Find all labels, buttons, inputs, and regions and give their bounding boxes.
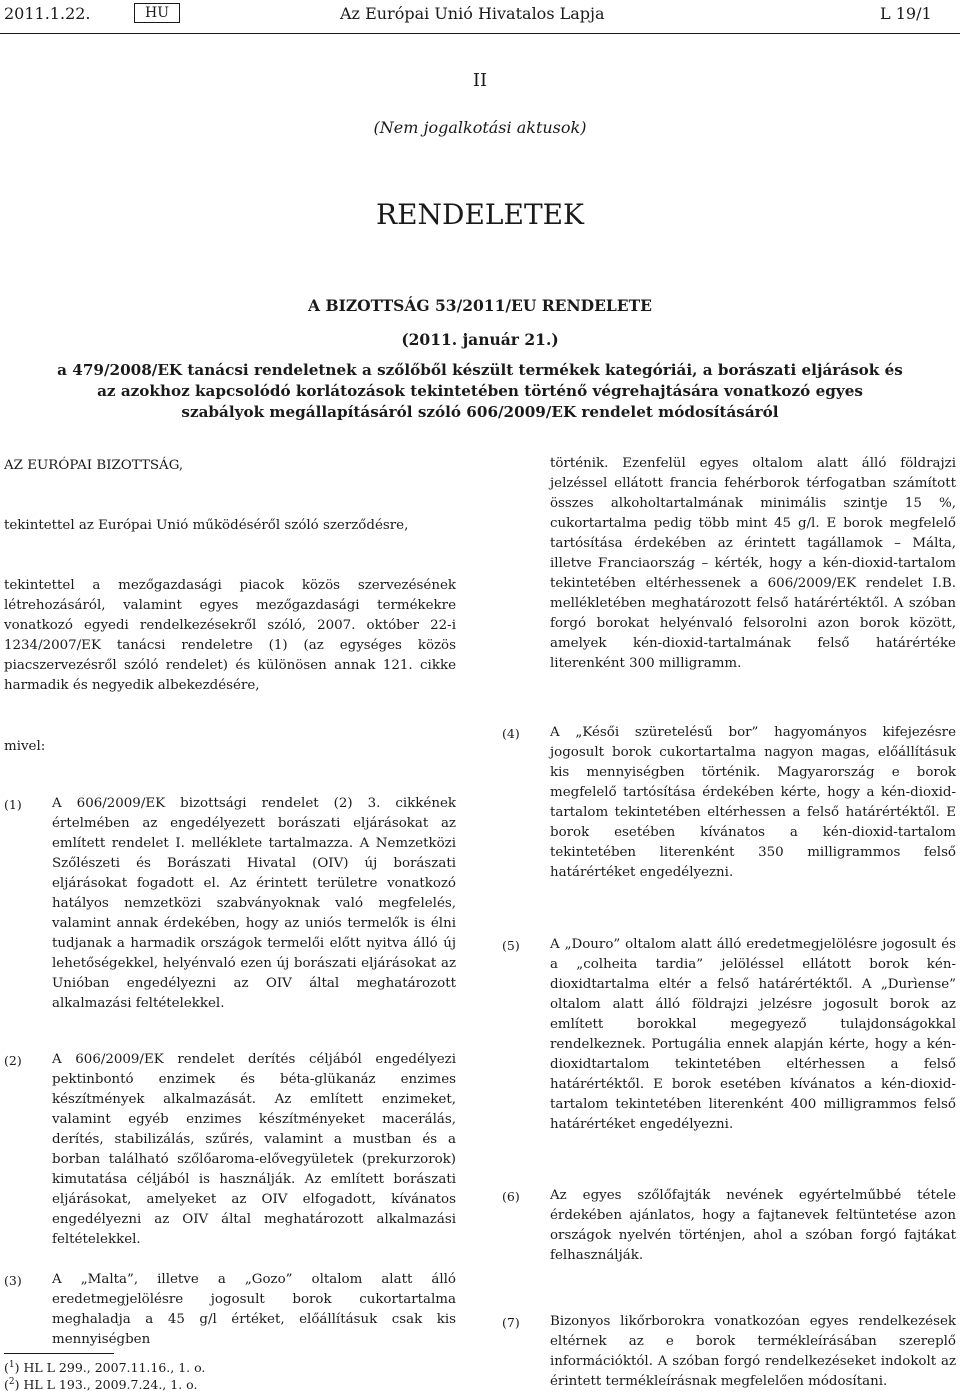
- regulation-date: (2011. január 21.): [401, 330, 559, 349]
- section-heading: RENDELETEK: [376, 198, 584, 231]
- footnote: ($^1$) HL L 299., 2007.11.16., 1. o.: [4, 1360, 206, 1376]
- recital-text: Bizonyos likőrborokra vonatkozóan egyes rendelkezések eltérnek az e borok termékleírásában szereplő információktól. A szóban forgó rendelkezéseket indokolt az érintett termékleírásnak megfelelően módosítani.: [550, 1314, 956, 1389]
- page-number: L 19/1: [880, 4, 932, 23]
- footnote: ($^2$) HL L 193., 2009.7.24., 1. o.: [4, 1377, 198, 1393]
- recital-text: A 606/2009/EK bizottsági rendelet (2) 3. cikkének értelmében az engedélyezett borászati eljárásokat az említett rendelet I. melléklete tartalmazza. A Nemzetközi Szőlészeti és Borászati Hivatal (OIV) új borászati eljárásokat fogadott el. Az érintett területre vonatkozó hatályos nemzetközi szabványoknak való megfelelés, valamint annak érdekében, hogy az uniós termelők is élni tudjanak a harmadik országok termelői előtt nyitva álló új lehetőségekkel, helyénvaló ezen új borászati eljárásokat az Unióban engedélyezni az OIV által meghatározott alkalmazási feltételekkel.: [52, 796, 456, 1011]
- part-subtitle: (Nem jogalkotási aktusok): [373, 118, 587, 137]
- commission-heading: AZ EURÓPAI BIZOTTSÁG,: [4, 458, 184, 473]
- recital-text: Az egyes szőlőfajták nevének egyértelműbbé tétele érdekében ajánlatos, hogy a fajtanevek feltüntetése azon országok nyelvén történjen, ahol a szóban forgó fajtákat felhasználják.: [550, 1188, 956, 1263]
- footnote-rule: [4, 1353, 114, 1354]
- recital-text: A „Malta”, illetve a „Gozo” oltalom alatt álló eredetmegjelölésre jogosult borok cukortartalma meghaladja a 45 g/l értéket, előállításuk csak kis mennyiségben: [52, 1272, 456, 1347]
- recital-text: A „Késői szüretelésű bor” hagyományos kifejezésre jogosult borok cukortartalma nagyon magas, előállításuk kis mennyiségben történik. Magyarország e borok megfelelő tartósítása érdekében kérte, hogy a kén-dioxid-tartalom tekintetében eltérhessen a felső határértéktől. E borok esetében kívánatos a kén-dioxid-tartalom tekintetében literenként 350 milligrammos felső határértéket engedélyezni.: [550, 725, 956, 880]
- header-rule: [0, 33, 960, 34]
- having-regard-regulation: tekintettel a mezőgazdasági piacok közös szervezésének létrehozásáról, valamint egyes mezőgazdasági termékekre vonatkozó egyedi rendelkezésekről szóló, 2007. október 22-i 1234/2007/EK tanácsi rendeletre (1) (az egységes közös piacszervezésről szóló rendelet) és különösen annak 121. cikke harmadik és negyedik albekezdésére,: [4, 578, 456, 693]
- language-badge: HU: [134, 3, 180, 23]
- whereas-heading: mivel:: [4, 739, 46, 754]
- regulation-subject: a 479/2008/EK tanácsi rendeletnek a szőlőből készült termékek kategóriái, a borászati eljárások és az azokhoz kapcsolódó korlátozások tekintetében történő végrehajtására vonatkozó egyes szabályok megállapításáról szóló 606/2009/EK rendelet módosításáról: [57, 361, 903, 421]
- recital-text: A „Douro” oltalom alatt álló eredetmegjelölésre jogosult és a „colheita tardia” jelöléssel ellátott borok kén-dioxidtartalma eltér a felső határértéktől. A „Durìense” oltalom alatt álló földrajzi jelzésre jogosult borok az említett borokkal megegyező tulajdonságokkal rendelkeznek. Portugália ennek alapján kérte, hogy a kén-dioxidtartalom tekintetében eltérhessen a felső határértéktől. E borok esetében kívánatos a kén-dioxid-tartalom tekintetében literenként 400 milligrammos felső határértéket engedélyezni.: [550, 937, 956, 1132]
- part-number: II: [472, 70, 488, 91]
- publication-date: 2011.1.22.: [4, 4, 91, 23]
- recital-continued-text: történik. Ezenfelül egyes oltalom alatt álló földrajzi jelzéssel ellátott francia fehérborok térfogatban számított összes alkoholtartalmának minimális szintje 15 %, cukortartalma pedig több mint 45 g/l. E borok megfelelő tartósítása érdekében az érintett tagállamok – Málta, illetve Franciaország – kérték, hogy a kén-dioxid-tartalom tekintetében eltérhessenek a 606/2009/EK rendelet I.B. mellékletében meghatározott felső határértéktől. A szóban forgó borokat helyénvaló felsorolni azon borok között, amelyek kén-dioxid-tartalmának felső határértéke literenként 300 milligramm.: [550, 456, 956, 671]
- recital-number: (1): [4, 797, 22, 812]
- regulation-title: A BIZOTTSÁG 53/2011/EU RENDELETE: [308, 296, 652, 315]
- recital-number: (4): [502, 726, 520, 741]
- journal-title: Az Európai Unió Hivatalos Lapja: [340, 4, 605, 23]
- recital-number: (2): [4, 1053, 22, 1068]
- recital-number: (7): [502, 1315, 520, 1330]
- recital-number: (5): [502, 938, 520, 953]
- recital-text: A 606/2009/EK rendelet derítés céljából engedélyezi pektinbontó enzimek és béta-glükanáz enzimes készítmények alkalmazását. Az említett enzimeket, valamint egyéb enzimes készítményeket macerálás, derítés, stabilizálás, szűrés, valamint a mustban és a borban található szőlőaroma-elővegyületek (prekurzorok) kimutatása céljából is használják. Az említett borászati eljárásokat, amelyeket az OIV elfogadott, kívánatos engedélyezni az OIV által meghatározott alkalmazási feltételekkel.: [52, 1052, 456, 1247]
- recital-number: (3): [4, 1273, 22, 1288]
- having-regard-treaty: tekintettel az Európai Unió működéséről szóló szerződésre,: [4, 518, 409, 533]
- recital-number: (6): [502, 1189, 520, 1204]
